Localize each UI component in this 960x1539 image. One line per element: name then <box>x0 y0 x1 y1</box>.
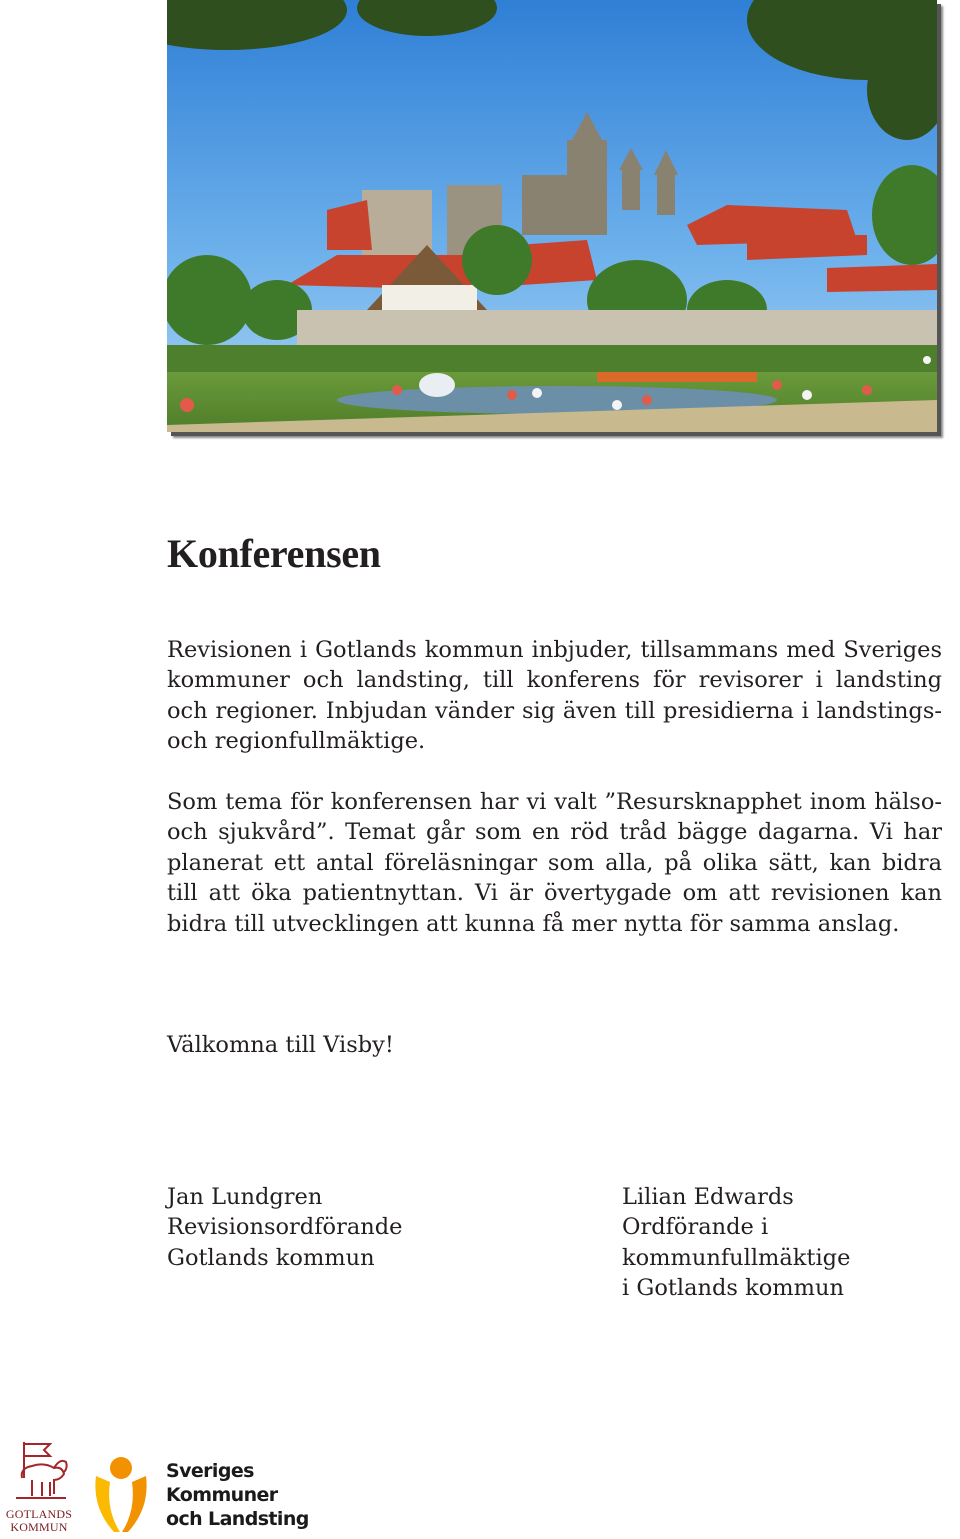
signature-left <box>167 1182 402 1273</box>
page-title: Konferensen <box>167 531 381 576</box>
signature-organisation: i Gotlands kommun <box>622 1275 844 1302</box>
visby-townscape-photo <box>167 0 937 432</box>
signature-name: Jan Lundgren <box>167 1184 323 1210</box>
signature-role: Ordförande i <box>622 1214 769 1241</box>
signature-role: Revisionsordförande <box>167 1214 403 1241</box>
intro-paragraph: Revisionen i Gotlands kommun inbjuder, tillsammans med Sveriges kommuner och landsting, till konferens för revisorer i landsting och regioner. Inbjudan vänder sig även till presidierna i landstings- och regionfullmäktige. <box>167 637 942 755</box>
gotland-lamb-crest-icon <box>10 1438 70 1504</box>
theme-paragraph: Som tema för konferensen har vi valt ”Resursknapphet inom hälso- och sjukvård”. Temat går som en röd tråd bägge dagarna. Vi har planerat ett antal föreläsningar som alla, på olika sätt, kan bidra till att öka patientnyttan. Vi är övertygade om att revisionen kan bidra till utvecklingen att kunna få mer nytta för samma anslag. <box>167 789 942 937</box>
signature-organisation: Gotlands kommun <box>167 1244 375 1271</box>
gotland-logo-line1: GOTLANDS <box>5 1507 73 1521</box>
skl-logo-line3: och Landsting <box>166 1508 309 1530</box>
skl-figure-icon <box>88 1450 154 1536</box>
signature-name: Lilian Edwards <box>622 1184 794 1210</box>
welcome-text: Välkomna till Visby! <box>167 1032 394 1058</box>
signature-role-cont: kommunfullmäktige <box>622 1244 851 1271</box>
skl-logo-line1: Sveriges <box>166 1460 254 1482</box>
photo-illustration <box>167 0 937 432</box>
gotland-logo-line2: KOMMUN <box>10 1520 68 1534</box>
skl-logo <box>88 1450 308 1536</box>
skl-logo-line2: Kommuner <box>166 1484 278 1506</box>
signature-right <box>622 1182 850 1304</box>
gotlands-kommun-logo <box>0 1438 78 1536</box>
